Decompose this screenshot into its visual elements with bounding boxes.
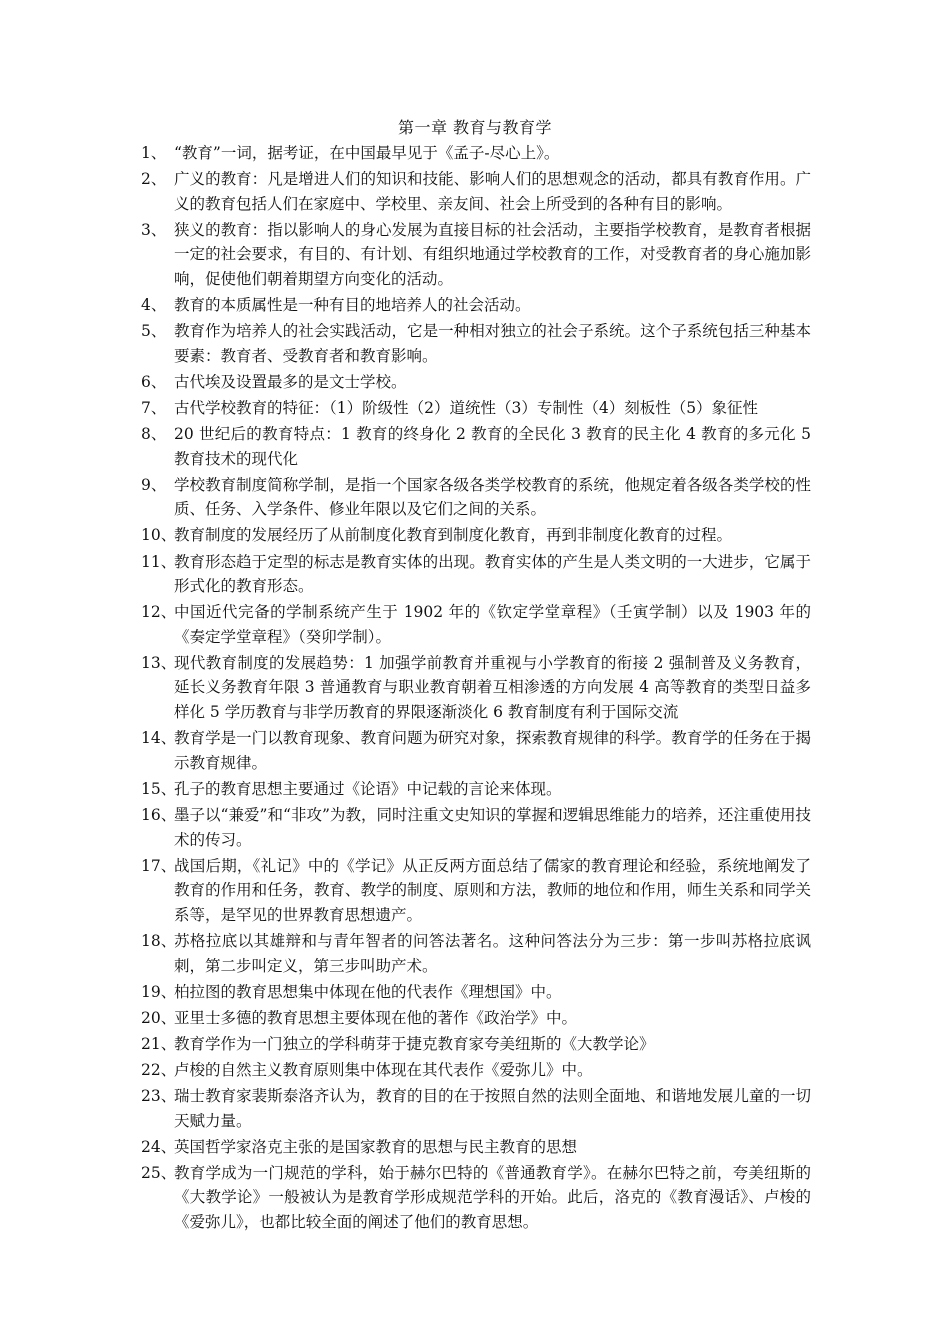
item-number: 4、	[141, 296, 167, 315]
item-number: 8、	[141, 425, 167, 444]
item-text: 墨子以“兼爱”和“非攻”为教，同时注重文史知识的掌握和逻辑思维能力的培养，还注重使用技术的传习。	[174, 805, 811, 849]
item-text: 亚里士多德的教育思想主要体现在他的著作《政治学》中。	[174, 1008, 578, 1027]
item-text: 教育的本质属性是一种有目的地培养人的社会活动。	[174, 296, 531, 315]
item-number: 22、	[141, 1060, 177, 1079]
item-number: 7、	[141, 398, 167, 417]
list-item	[141, 218, 811, 292]
item-number: 1、	[141, 144, 167, 162]
item-number: 19、	[141, 982, 177, 1001]
list-item	[141, 1084, 811, 1133]
item-text: 卢梭的自然主义教育原则集中体现在其代表作《爱弥儿》中。	[174, 1060, 593, 1079]
list-item	[141, 319, 811, 368]
item-text: 教育作为培养人的社会实践活动，它是一种相对独立的社会子系统。这个子系统包括三种基本要素：教育者、受教育者和教育影响。	[174, 322, 811, 365]
item-text: 教育学成为一门规范的学科，始于赫尔巴特的《普通教育学》。在赫尔巴特之前，夸美纽斯的《大教学论》一般被认为是教育学形成规范学科的开始。此后，洛克的《教育漫话》、卢梭的《爱弥儿》，也都比较全面的阐述了他们的教育思想。	[174, 1163, 811, 1231]
item-text: 瑞士教育家裴斯泰洛齐认为，教育的目的在于按照自然的法则全面地、和谐地发展儿童的一切天赋力量。	[174, 1086, 811, 1130]
item-number: 13、	[141, 653, 177, 672]
list-item	[141, 600, 811, 649]
item-number: 3、	[141, 220, 167, 239]
list-item	[141, 777, 811, 802]
list-item	[141, 1006, 811, 1031]
item-number: 16、	[141, 805, 177, 824]
item-number: 9、	[141, 475, 167, 494]
item-text: 战国后期，《礼记》中的《学记》从正反两方面总结了儒家的教育理论和经验，系统地阐发了教育的作用和任务，教育、教学的制度、原则和方法，教师的地位和作用，师生关系和同学关系等，是罕见的世界教育思想遗产。	[174, 856, 811, 924]
item-number: 6、	[141, 372, 167, 391]
numbered-list	[141, 141, 811, 1236]
list-item	[141, 473, 811, 522]
item-number: 24、	[141, 1137, 177, 1156]
list-item	[141, 141, 811, 166]
item-text: 英国哲学家洛克主张的是国家教育的思想与民主教育的思想	[174, 1137, 578, 1156]
item-text: 教育学作为一门独立的学科萌芽于捷克教育家夸美纽斯的《大教学论》	[174, 1034, 655, 1053]
item-number: 18、	[141, 931, 177, 950]
list-item	[141, 1058, 811, 1083]
list-item	[141, 370, 811, 395]
item-text: 20 世纪后的教育特点：1 教育的终身化 2 教育的全民化 3 教育的民主化 4 教育的多元化 5 教育技术的现代化	[174, 425, 811, 468]
list-item	[141, 293, 811, 318]
list-item	[141, 1032, 811, 1057]
item-text: 教育制度的发展经历了从前制度化教育到制度化教育，再到非制度化教育的过程。	[174, 526, 733, 545]
list-item	[141, 980, 811, 1005]
item-number: 25、	[141, 1163, 177, 1182]
item-number: 10、	[141, 526, 177, 545]
item-number: 5、	[141, 322, 167, 341]
item-text: 教育学是一门以教育现象、教育问题为研究对象，探索教育规律的科学。教育学的任务在于揭示教育规律。	[174, 729, 811, 772]
list-item	[141, 803, 811, 852]
list-item	[141, 1161, 811, 1235]
chapter-title: 第一章 教育与教育学	[397, 118, 553, 137]
list-item	[141, 523, 811, 548]
item-text: 中国近代完备的学制系统产生于 1902 年的《钦定学堂章程》（壬寅学制）以及 1903 年的《奏定学堂章程》（癸卯学制）。	[174, 603, 811, 646]
item-text: “教育”一词，据考证，在中国最早见于《孟子-尽心上》。	[174, 144, 560, 162]
item-number: 2、	[141, 170, 167, 189]
item-number: 23、	[141, 1086, 177, 1105]
item-text: 柏拉图的教育思想集中体现在他的代表作《理想国》中。	[174, 982, 562, 1001]
item-text: 教育形态趋于定型的标志是教育实体的出现。教育实体的产生是人类文明的一大进步，它属于形式化的教育形态。	[174, 552, 811, 596]
list-item	[141, 726, 811, 775]
item-number: 15、	[141, 779, 177, 798]
list-item	[141, 396, 811, 421]
item-text: 苏格拉底以其雄辩和与青年智者的问答法著名。这种问答法分为三步：第一步叫苏格拉底讽刺，第二步叫定义，第三步叫助产术。	[174, 931, 811, 975]
item-text: 现代教育制度的发展趋势：1 加强学前教育并重视与小学教育的衔接 2 强制普及义务教育，延长义务教育年限 3 普通教育与职业教育朝着互相渗透的方向发展 4 高等教育的类型日益多样化 5 学历教育与非学历教育的界限逐渐淡化 6 教育制度有利于国际交流	[174, 653, 811, 722]
item-text: 古代埃及设置最多的是文士学校。	[174, 372, 407, 391]
list-item	[141, 422, 811, 471]
list-item	[141, 167, 811, 216]
item-text: 孔子的教育思想主要通过《论语》中记载的言论来体现。	[174, 779, 562, 798]
list-item	[141, 550, 811, 599]
list-item	[141, 1135, 811, 1160]
list-item	[141, 929, 811, 978]
item-number: 11、	[141, 552, 177, 571]
item-number: 14、	[141, 729, 177, 748]
item-number: 21、	[141, 1034, 177, 1053]
item-text: 学校教育制度简称学制，是指一个国家各级各类学校教育的系统，他规定着各级各类学校的性质、任务、入学条件、修业年限以及它们之间的关系。	[174, 475, 811, 519]
item-number: 12、	[141, 603, 177, 622]
list-item	[141, 854, 811, 928]
item-text: 狭义的教育：指以影响人的身心发展为直接目标的社会活动，主要指学校教育，是教育者根据一定的社会要求，有目的、有计划、有组织地通过学校教育的工作，对受教育者的身心施加影响，促使他们朝着期望方向变化的活动。	[174, 220, 811, 288]
item-text: 广义的教育：凡是增进人们的知识和技能、影响人们的思想观念的活动，都具有教育作用。广义的教育包括人们在家庭中、学校里、亲友间、社会上所受到的各种有目的影响。	[174, 170, 811, 213]
item-text: 古代学校教育的特征：（1）阶级性（2）道统性（3）专制性（4）刻板性（5）象征性	[174, 398, 759, 417]
list-item	[141, 651, 811, 725]
item-number: 20、	[141, 1008, 177, 1027]
item-number: 17、	[141, 856, 177, 875]
